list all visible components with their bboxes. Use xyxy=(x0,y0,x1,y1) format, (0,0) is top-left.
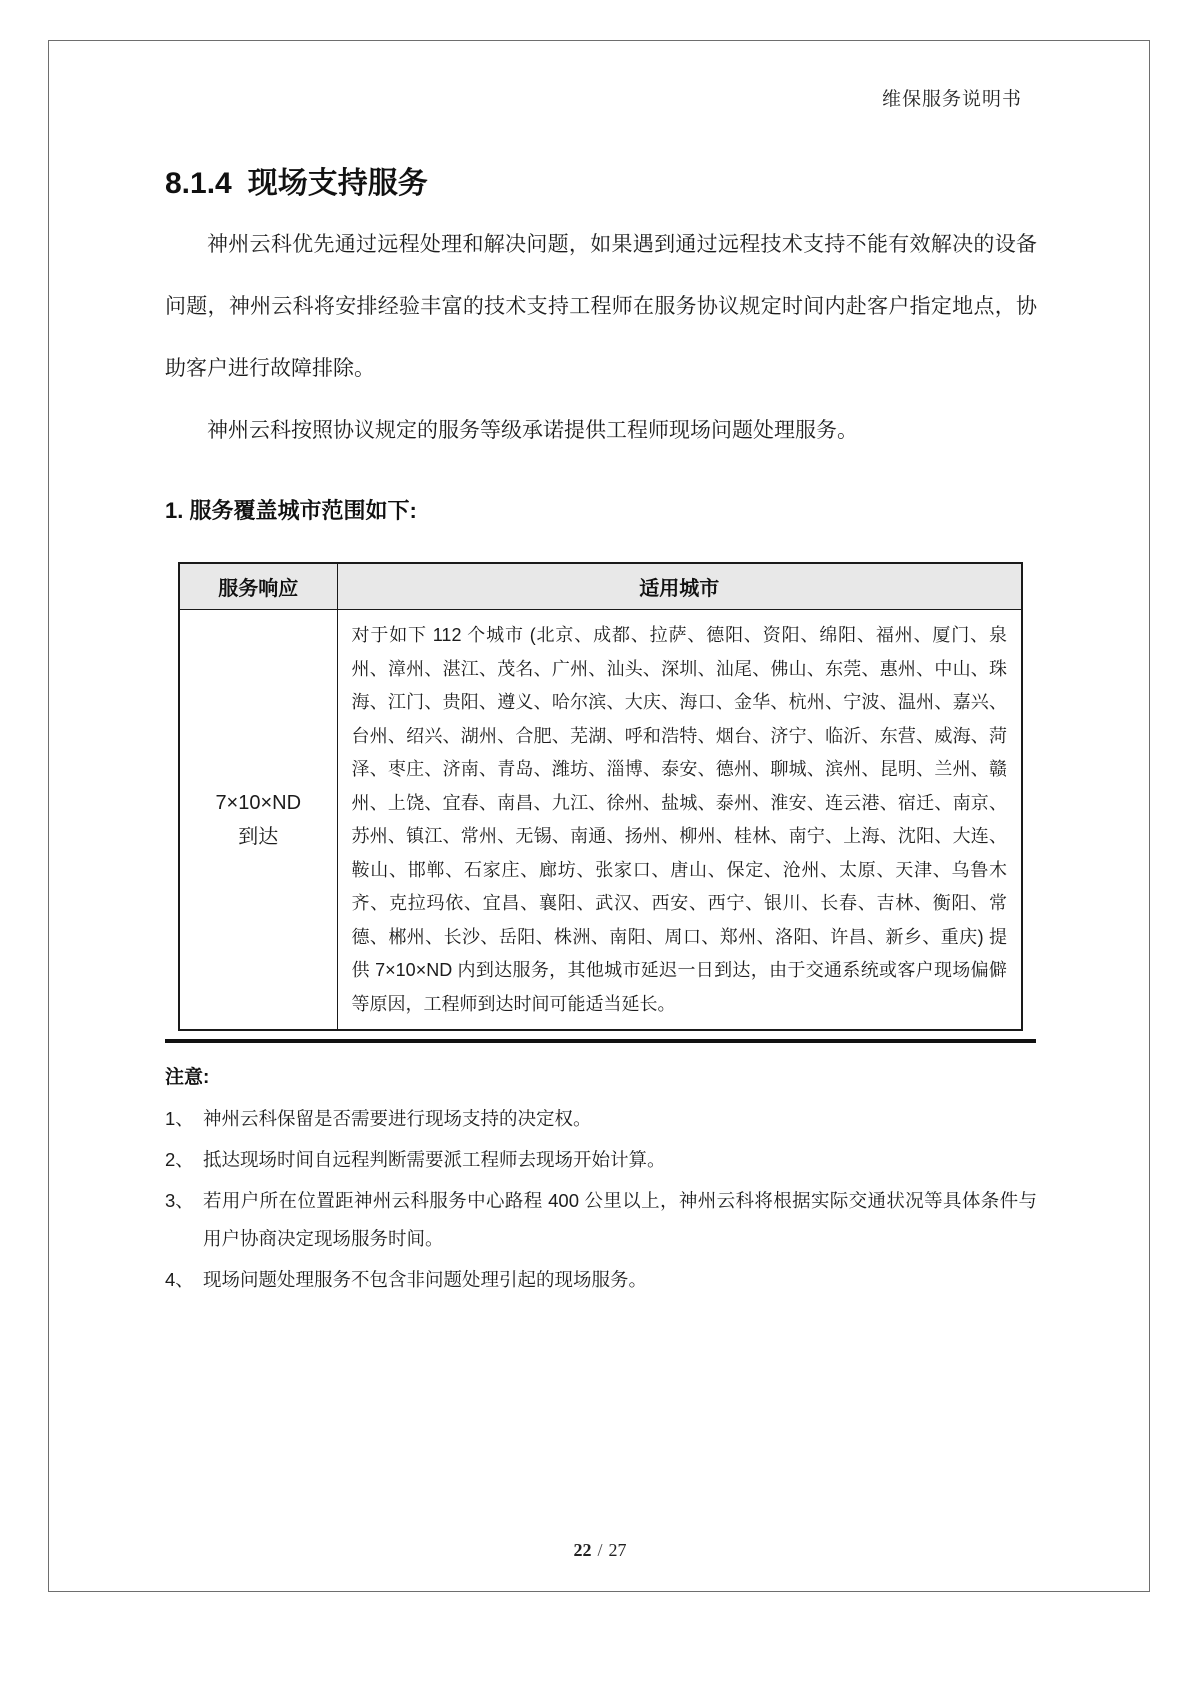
response-level: 7×10×ND xyxy=(215,791,302,814)
notes-divider-rule xyxy=(165,1039,1036,1043)
paragraph-service-level: 神州云科按照协议规定的服务等级承诺提供工程师现场问题处理服务。 xyxy=(207,419,858,442)
section-number: 8.1.4 xyxy=(165,167,232,200)
page-number-separator: / xyxy=(597,1540,603,1560)
note-item-3 xyxy=(165,1182,1037,1258)
service-response-cell xyxy=(179,610,337,1031)
table-header-row xyxy=(179,563,1022,610)
response-arrival: 到达 xyxy=(238,825,279,848)
column-header-service-response: 服务响应 xyxy=(179,563,337,610)
column-header-applicable-cities: 适用城市 xyxy=(337,563,1022,610)
page-footer xyxy=(0,1540,1200,1561)
note-number: 3、 xyxy=(165,1190,194,1211)
note-text: 抵达现场时间自远程判断需要派工程师去现场开始计算。 xyxy=(203,1149,666,1170)
document-header-title: 维保服务说明书 xyxy=(881,89,1022,110)
coverage-heading: 1. 服务覆盖城市范围如下: xyxy=(165,498,417,523)
page-number-total: 27 xyxy=(608,1540,627,1560)
coverage-table xyxy=(178,562,1023,1031)
notes-label: 注意: xyxy=(165,1067,210,1088)
page-number-current: 22 xyxy=(573,1540,592,1560)
note-item-4 xyxy=(165,1261,1037,1299)
applicable-cities-cell: 对于如下 112 个城市 (北京、成都、拉萨、德阳、资阳、绵阳、福州、厦门、泉州、漳州、湛江、茂名、广州、汕头、深圳、汕尾、佛山、东莞、惠州、中山、珠海、江门、贵阳、遵义、哈尔滨、大庆、海口、金华、杭州、宁波、温州、嘉兴、台州、绍兴、湖州、合肥、芜湖、呼和浩特、烟台、济宁、临沂、东营、威海、菏泽、枣庄、济南、青岛、潍坊、淄博、泰安、德州、聊城、滨州、昆明、兰州、赣州、上饶、宜春、南昌、九江、徐州、盐城、泰州、淮安、连云港、宿迁、南京、苏州、镇江、常州、无锡、南通、扬州、柳州、桂林、南宁、上海、沈阳、大连、鞍山、邯郸、石家庄、廊坊、张家口、唐山、保定、沧州、太原、天津、乌鲁木齐、克拉玛依、宜昌、襄阳、武汉、西安、西宁、银川、长春、吉林、衡阳、常德、郴州、长沙、岳阳、株洲、南阳、周口、郑州、洛阳、许昌、新乡、重庆) 提供 7×10×ND 内到达服务，其他城市延迟一日到达，由于交通系统或客户现场偏僻等原因，工程师到达时间可能适当延长。 xyxy=(337,610,1022,1031)
table-row xyxy=(179,610,1022,1031)
note-number: 4、 xyxy=(165,1269,194,1290)
note-number: 1、 xyxy=(165,1108,194,1129)
body-copy xyxy=(165,214,1037,462)
note-item-1 xyxy=(165,1100,1037,1138)
note-text: 若用户所在位置距神州云科服务中心路程 400 公里以上，神州云科将根据实际交通状况等具体条件与用户协商决定现场服务时间。 xyxy=(203,1190,1037,1249)
note-text: 神州云科保留是否需要进行现场支持的决定权。 xyxy=(203,1108,592,1129)
note-number: 2、 xyxy=(165,1149,194,1170)
note-item-2 xyxy=(165,1141,1037,1179)
section-heading xyxy=(165,158,428,202)
paragraph-remote-first: 神州云科优先通过远程处理和解决问题，如果遇到通过远程技术支持不能有效解决的设备问题，神州云科将安排经验丰富的技术支持工程师在服务协议规定时间内赴客户指定地点，协助客户进行故障排除。 xyxy=(165,233,1037,380)
notes-list xyxy=(165,1100,1037,1302)
note-text: 现场问题处理服务不包含非问题处理引起的现场服务。 xyxy=(203,1269,648,1290)
section-title: 现场支持服务 xyxy=(247,167,428,200)
